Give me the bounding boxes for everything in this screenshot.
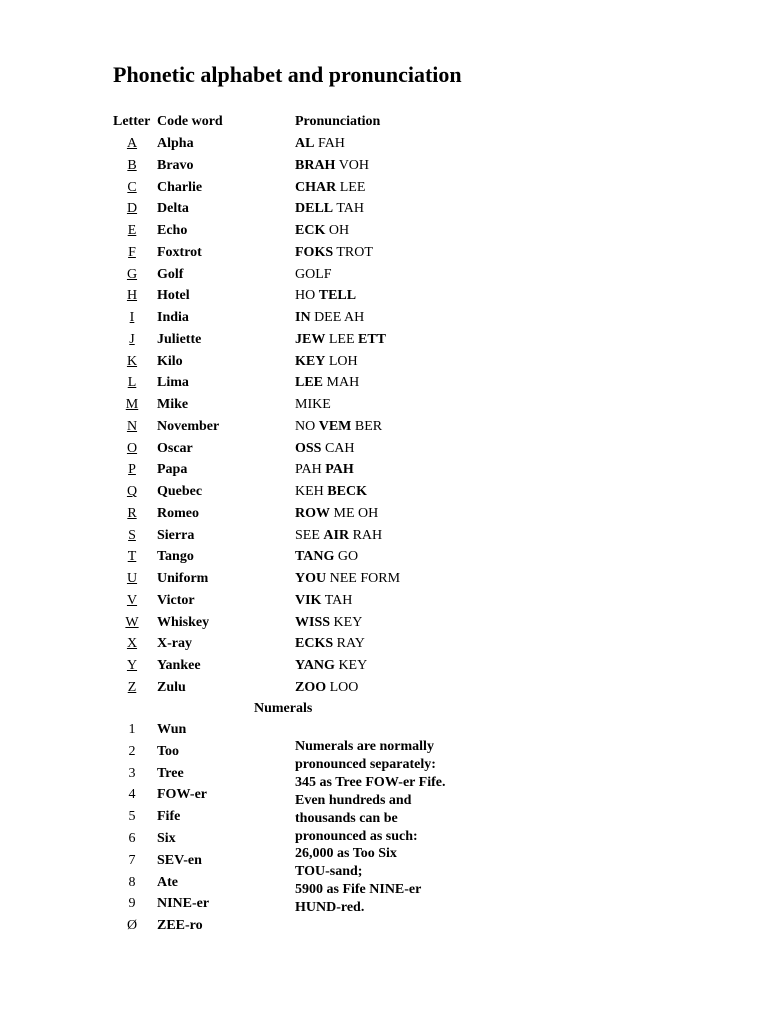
numeral-row (0, 719, 300, 741)
syllable: SEE (295, 527, 324, 543)
numeral-word: Fife (157, 809, 181, 825)
stressed-syllable: ECK (295, 223, 326, 238)
note-line: pronounced separately: (295, 756, 436, 772)
syllable: TAH (333, 201, 365, 217)
syllable: LOO (326, 679, 359, 695)
numeral-row (0, 893, 300, 915)
code-word-cell: India (157, 310, 189, 325)
page-title: Phonetic alphabet and pronunciation (113, 62, 462, 87)
pronunciation-cell (295, 285, 356, 307)
syllable: NEE FORM (326, 571, 401, 586)
syllable: RAH (349, 527, 383, 543)
syllable: GO (334, 549, 359, 565)
letter-cell: N (126, 418, 138, 434)
code-word-cell: Zulu (157, 679, 186, 695)
syllable: ME OH (330, 505, 379, 521)
numeral-row (0, 763, 300, 785)
alphabet-row (0, 351, 768, 373)
alphabet-row (0, 264, 768, 286)
code-word-cell: Juliette (157, 331, 202, 347)
pronunciation-cell (295, 198, 364, 220)
numeral-word: Tree (157, 765, 184, 781)
syllable: RAY (333, 636, 365, 652)
letter-cell: F (128, 244, 136, 260)
stressed-syllable: BRAH (295, 157, 336, 173)
syllable: LEE (336, 179, 366, 195)
code-word-cell: November (157, 418, 220, 434)
code-word-cell: Bravo (157, 157, 194, 173)
code-word-cell: Sierra (157, 527, 195, 543)
syllable: LEE (325, 331, 358, 347)
letter-cell: A (126, 136, 138, 151)
syllable: FAH (314, 136, 345, 151)
letter-cell: T (127, 549, 137, 565)
alphabet-row (0, 459, 768, 481)
code-word-cell: Uniform (157, 571, 209, 586)
syllable: KEH (295, 484, 328, 499)
stressed-syllable: KEY (295, 353, 326, 369)
pronunciation-cell (295, 438, 355, 460)
numeral-row (0, 828, 300, 850)
letter-cell: V (126, 592, 138, 608)
stressed-syllable: VIK (295, 592, 322, 608)
pronunciation-cell (295, 133, 345, 155)
alphabet-row (0, 546, 768, 568)
stressed-syllable: ECKS (295, 636, 334, 652)
numeral-row (0, 915, 300, 937)
stressed-syllable: TELL (318, 288, 357, 304)
pronunciation-cell (295, 481, 367, 503)
stressed-syllable: FOKS (295, 244, 334, 260)
syllable: MIKE (295, 397, 331, 412)
syllable: CAH (321, 440, 355, 456)
alphabet-row (0, 329, 768, 351)
numerals-heading: Numerals (254, 701, 313, 716)
numeral-digit: 5 (128, 809, 136, 825)
stressed-syllable: OSS (295, 440, 322, 456)
alphabet-row (0, 307, 768, 329)
numeral-digit: 4 (128, 787, 136, 803)
numeral-word: Too (157, 743, 180, 759)
code-word-column-header: Code word (157, 114, 223, 129)
stressed-syllable: JEW (295, 331, 326, 347)
note-line: HUND-red. (295, 900, 365, 916)
code-word-cell: Kilo (157, 353, 183, 369)
code-word-cell: Oscar (157, 440, 193, 456)
syllable: LOH (325, 353, 358, 369)
note-line: TOU-sand; (295, 864, 363, 880)
code-word-cell: Lima (157, 375, 189, 391)
letter-cell: D (126, 201, 138, 217)
code-word-cell: Quebec (157, 484, 203, 499)
letter-cell: B (127, 157, 137, 173)
pronunciation-cell (295, 590, 352, 612)
pronunciation-cell (295, 416, 382, 438)
letter-cell: U (126, 571, 138, 586)
syllable: BER (351, 418, 383, 434)
syllable: DEE AH (310, 310, 365, 325)
numeral-digit: 9 (128, 896, 136, 912)
code-word-cell: Papa (157, 462, 188, 478)
letter-cell: S (128, 527, 136, 543)
numeral-word: SEV-en (157, 852, 202, 868)
code-word-cell: Foxtrot (157, 244, 202, 260)
numeral-digit: 6 (128, 831, 136, 846)
pronunciation-cell (295, 155, 369, 177)
alphabet-row (0, 133, 768, 155)
numeral-digit: 1 (128, 722, 136, 737)
numeral-row (0, 872, 300, 894)
pronunciation-cell (295, 503, 378, 525)
stressed-syllable: AIR (323, 527, 350, 543)
alphabet-row (0, 198, 768, 220)
pronunciation-cell (295, 546, 358, 568)
code-word-cell: Golf (157, 266, 184, 282)
stressed-syllable: VEM (318, 418, 352, 434)
syllable: HO (295, 288, 319, 304)
alphabet-row (0, 525, 768, 547)
letter-cell: O (126, 440, 138, 456)
letter-cell: K (126, 353, 138, 369)
numeral-word: Six (157, 831, 176, 846)
pronunciation-cell (295, 525, 382, 547)
code-word-cell: Alpha (157, 136, 194, 151)
alphabet-row (0, 372, 768, 394)
letter-cell: R (127, 505, 137, 521)
alphabet-row (0, 177, 768, 199)
note-line: pronounced as such: (295, 828, 418, 844)
syllable: OH (325, 223, 350, 238)
numeral-word: ZEE-ro (157, 918, 203, 934)
pronunciation-cell (295, 351, 358, 373)
letter-cell: Q (126, 484, 138, 499)
pronunciation-cell (295, 633, 365, 655)
stressed-syllable: WISS (295, 614, 331, 630)
pronunciation-cell (295, 242, 373, 264)
alphabet-row (0, 394, 768, 416)
letter-cell: Z (127, 679, 137, 695)
stressed-syllable: AL (295, 136, 315, 151)
letter-column-header: Letter (113, 114, 151, 129)
code-word-cell: X-ray (157, 636, 192, 652)
stressed-syllable: TANG (295, 549, 335, 565)
syllable: NO (295, 418, 319, 434)
alphabet-row (0, 242, 768, 264)
letter-cell: X (126, 636, 138, 652)
syllable: TAH (321, 592, 353, 608)
alphabet-row (0, 503, 768, 525)
note-line: Numerals are normally (295, 739, 434, 754)
alphabet-row (0, 568, 768, 590)
letter-cell: G (126, 266, 138, 282)
stressed-syllable: YOU (295, 571, 327, 586)
code-word-cell: Victor (157, 592, 195, 608)
syllable: MAH (323, 375, 360, 391)
note-line: 5900 as Fife NINE-er (295, 882, 422, 898)
alphabet-row (0, 416, 768, 438)
numeral-digit: Ø (126, 918, 138, 934)
alphabet-row (0, 285, 768, 307)
pronunciation-cell (295, 677, 358, 699)
alphabet-row (0, 155, 768, 177)
stressed-syllable: DELL (295, 201, 334, 217)
letter-cell: P (128, 462, 136, 478)
numeral-word: NINE-er (157, 896, 210, 912)
pronunciation-cell (295, 612, 362, 634)
numeral-digit: 2 (128, 743, 136, 759)
pronunciation-cell (295, 459, 354, 481)
letter-cell: L (127, 375, 137, 391)
pronunciation-cell (295, 220, 349, 242)
stressed-syllable: LEE (295, 375, 324, 391)
alphabet-row (0, 655, 768, 677)
pronunciation-cell (295, 177, 365, 199)
note-line: thousands can be (295, 810, 398, 826)
numeral-digit: 7 (128, 852, 136, 868)
pronunciation-cell (295, 372, 359, 394)
code-word-cell: Romeo (157, 505, 199, 521)
syllable: KEY (330, 614, 363, 630)
alphabet-row (0, 438, 768, 460)
stressed-syllable: ROW (295, 505, 330, 521)
numeral-digit: 3 (128, 765, 136, 781)
letter-cell: I (129, 310, 135, 325)
numeral-word: FOW-er (157, 787, 208, 803)
stressed-syllable: CHAR (295, 179, 337, 195)
code-word-cell: Tango (157, 549, 194, 565)
pronunciation-cell (295, 329, 386, 351)
code-word-cell: Yankee (157, 658, 201, 673)
pronunciation-cell (295, 568, 400, 590)
syllable: KEY (334, 658, 368, 673)
letter-cell: Y (126, 658, 138, 673)
code-word-cell: Hotel (157, 288, 190, 304)
alphabet-row (0, 633, 768, 655)
letter-cell: H (126, 288, 138, 304)
code-word-cell: Delta (157, 201, 189, 217)
numeral-row (0, 806, 300, 828)
numeral-digit: 8 (128, 874, 136, 890)
code-word-cell: Charlie (157, 179, 203, 195)
numeral-word: Ate (157, 874, 178, 890)
pronunciation-cell (295, 655, 367, 677)
code-word-cell: Echo (157, 223, 188, 238)
pronunciation-column-header: Pronunciation (295, 114, 381, 129)
letter-cell: W (125, 614, 139, 630)
stressed-syllable: PAH (325, 462, 354, 478)
note-line: Even hundreds and (295, 792, 412, 808)
alphabet-row (0, 590, 768, 612)
stressed-syllable: YANG (295, 658, 335, 673)
pronunciation-cell (295, 264, 332, 286)
stressed-syllable: ZOO (295, 679, 327, 695)
numeral-word: Wun (157, 722, 187, 737)
letter-cell: C (127, 179, 137, 195)
numeral-row (0, 850, 300, 872)
syllable: PAH (295, 462, 326, 478)
syllable: GOLF (295, 266, 332, 282)
alphabet-row (0, 677, 768, 699)
alphabet-row (0, 220, 768, 242)
code-word-cell: Whiskey (157, 614, 210, 630)
alphabet-row (0, 481, 768, 503)
pronunciation-cell (295, 307, 364, 329)
stressed-syllable: BECK (327, 484, 367, 499)
stressed-syllable: ETT (358, 331, 387, 347)
syllable: TROT (333, 244, 373, 260)
letter-cell: J (129, 331, 135, 347)
note-line: 26,000 as Too Six (295, 846, 397, 862)
letter-cell: E (127, 223, 137, 238)
syllable: VOH (335, 157, 370, 173)
note-line: 345 as Tree FOW-er Fife. (295, 774, 446, 790)
stressed-syllable: IN (295, 310, 311, 325)
alphabet-row (0, 612, 768, 634)
numeral-row (0, 741, 300, 763)
code-word-cell: Mike (157, 397, 189, 412)
letter-cell: M (125, 397, 139, 412)
pronunciation-cell (295, 394, 331, 416)
numerals-note (295, 738, 495, 917)
numeral-row (0, 784, 300, 806)
